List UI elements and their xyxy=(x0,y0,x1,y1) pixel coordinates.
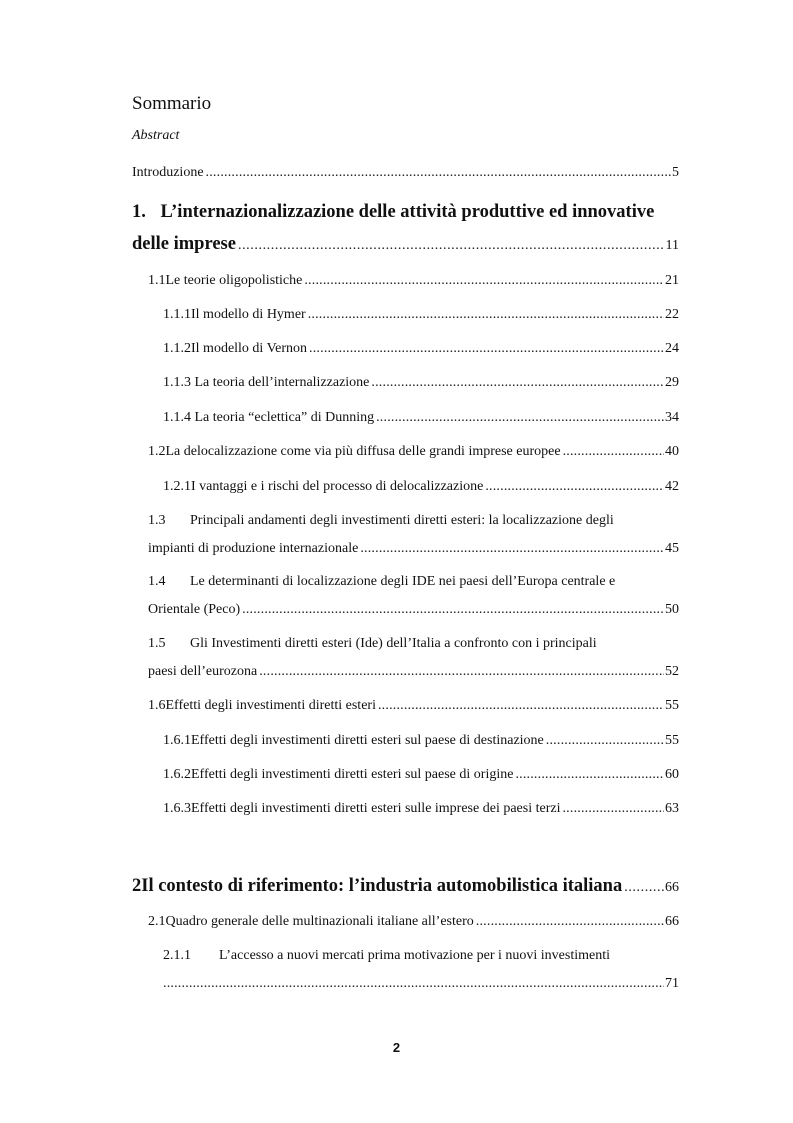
toc-page: 24 xyxy=(665,341,679,356)
toc-title: Il modello di Vernon xyxy=(191,341,308,356)
toc-entry-1-5-line2[interactable] xyxy=(148,664,679,680)
toc-page: 5 xyxy=(672,165,679,180)
toc-entry-1-4-line2[interactable] xyxy=(148,602,679,618)
dot-leader xyxy=(242,602,664,618)
toc-entry-chapter-1-line2[interactable] xyxy=(132,234,679,255)
toc-title: Principali andamenti degli investimenti diretti esteri: la localizzazione degli xyxy=(190,513,614,528)
toc-number: 1.1.2 xyxy=(163,341,191,356)
toc-entry-1-5-line1[interactable] xyxy=(148,636,597,652)
toc-entry-2-1-1-line2[interactable] xyxy=(163,976,679,992)
toc-title: Il contesto di riferimento: l’industria automobilistica italiana xyxy=(141,876,623,896)
dot-leader xyxy=(371,375,664,391)
toc-title: L’accesso a nuovi mercati prima motivazione per i nuovi investimenti xyxy=(219,948,610,963)
toc-page: 66 xyxy=(665,914,679,929)
dot-leader xyxy=(163,976,664,992)
toc-title: Le teorie oligopolistiche xyxy=(165,273,303,288)
dot-leader xyxy=(238,238,665,254)
toc-title: Gli Investimenti diretti esteri (Ide) dell’Italia a confronto con i principali xyxy=(190,636,597,651)
toc-page: 52 xyxy=(665,664,679,679)
toc-entry-1-1-1[interactable] xyxy=(163,307,679,323)
toc-entry-1-6-3[interactable] xyxy=(163,801,679,817)
toc-entry-1-3-line1[interactable] xyxy=(148,513,614,529)
dot-leader xyxy=(304,273,664,289)
dot-leader xyxy=(515,767,664,783)
dot-leader xyxy=(563,444,664,460)
toc-page: 29 xyxy=(665,375,679,390)
toc-page: 66 xyxy=(665,880,679,895)
toc-title: Introduzione xyxy=(132,165,204,180)
dot-leader xyxy=(376,410,664,426)
toc-title: Il modello di Hymer xyxy=(191,307,306,322)
dot-leader xyxy=(259,664,664,680)
toc-page: 55 xyxy=(665,698,679,713)
toc-title: 1.1.4 La teoria “eclettica” di Dunning xyxy=(163,410,375,425)
toc-page: 21 xyxy=(665,273,679,288)
dot-leader xyxy=(309,341,664,357)
toc-entry-1-2[interactable] xyxy=(148,444,679,460)
toc-title: La delocalizzazione come via più diffusa delle grandi imprese europee xyxy=(165,444,561,459)
dot-leader xyxy=(562,801,664,817)
toc-number: 1.1.1 xyxy=(163,307,191,322)
toc-title: Effetti degli investimenti diretti esteri sul paese di destinazione xyxy=(191,733,544,748)
toc-entry-1-1-4[interactable] xyxy=(163,410,679,426)
toc-entry-2-1[interactable] xyxy=(148,914,679,930)
dot-leader xyxy=(378,698,664,714)
toc-entry-introduzione[interactable] xyxy=(132,165,679,181)
toc-number: 1.2.1 xyxy=(163,479,191,494)
toc-number: 1.3 xyxy=(148,513,166,528)
dot-leader xyxy=(546,733,664,749)
toc-number: 2 xyxy=(132,876,142,896)
toc-entry-1-3-line2[interactable] xyxy=(148,541,679,557)
dot-leader xyxy=(485,479,664,495)
toc-title: Le determinanti di localizzazione degli IDE nei paesi dell’Europa centrale e xyxy=(190,574,616,589)
toc-entry-chapter-1-line1[interactable] xyxy=(132,202,654,223)
toc-entry-2-1-1-line1[interactable] xyxy=(163,948,610,964)
toc-page: 50 xyxy=(665,602,679,617)
toc-title-cont: delle imprese xyxy=(132,234,236,254)
toc-title: Effetti degli investimenti diretti esteri sulle imprese dei paesi terzi xyxy=(191,801,561,816)
toc-title: 1.1.3 La teoria dell’internalizzazione xyxy=(163,375,370,390)
abstract-entry: Abstract xyxy=(132,128,180,143)
toc-page: 34 xyxy=(665,410,679,425)
toc-page: 11 xyxy=(665,238,679,253)
dot-leader xyxy=(206,165,671,181)
toc-title: Quadro generale delle multinazionali italiane all’estero xyxy=(165,914,474,929)
toc-page: 71 xyxy=(665,976,679,991)
page-number: 2 xyxy=(392,1040,401,1055)
toc-page: 60 xyxy=(665,767,679,782)
toc-number: 1.1 xyxy=(148,273,166,288)
toc-entry-1-6-1[interactable] xyxy=(163,733,679,749)
toc-title: L’internazionalizzazione delle attività produttive ed innovative xyxy=(160,202,655,222)
toc-number: 1.6 xyxy=(148,698,166,713)
toc-title-cont: impianti di produzione internazionale xyxy=(148,541,359,556)
toc-entry-1-6-2[interactable] xyxy=(163,767,679,783)
toc-page: 55 xyxy=(665,733,679,748)
toc-page: 42 xyxy=(665,479,679,494)
toc-entry-1-1-2[interactable] xyxy=(163,341,679,357)
toc-entry-1-1-3[interactable] xyxy=(163,375,679,391)
dot-leader xyxy=(476,914,664,930)
toc-number: 1.4 xyxy=(148,574,166,589)
toc-title: Effetti degli investimenti diretti esteri xyxy=(165,698,376,713)
toc-page: 22 xyxy=(665,307,679,322)
toc-number: 2.1 xyxy=(148,914,166,929)
dot-leader xyxy=(360,541,664,557)
toc-title-cont: Orientale (Peco) xyxy=(148,602,241,617)
toc-number: 1.5 xyxy=(148,636,166,651)
toc-title-cont: paesi dell’eurozona xyxy=(148,664,258,679)
toc-number: 2.1.1 xyxy=(163,948,191,963)
toc-entry-chapter-2[interactable] xyxy=(132,876,679,897)
dot-leader xyxy=(624,880,664,896)
dot-leader xyxy=(308,307,664,323)
toc-number: 1.6.1 xyxy=(163,733,191,748)
toc-number: 1.2 xyxy=(148,444,166,459)
toc-entry-1-2-1[interactable] xyxy=(163,479,679,495)
toc-entry-1-1[interactable] xyxy=(148,273,679,289)
toc-page: 45 xyxy=(665,541,679,556)
toc-page: 40 xyxy=(665,444,679,459)
toc-entry-1-4-line1[interactable] xyxy=(148,574,615,590)
toc-title: I vantaggi e i rischi del processo di delocalizzazione xyxy=(191,479,484,494)
toc-entry-1-6[interactable] xyxy=(148,698,679,714)
toc-page: 63 xyxy=(665,801,679,816)
toc-heading: Sommario xyxy=(132,93,212,114)
toc-number: 1. xyxy=(132,202,146,222)
toc-number: 1.6.3 xyxy=(163,801,191,816)
toc-number: 1.6.2 xyxy=(163,767,191,782)
toc-title: Effetti degli investimenti diretti esteri sul paese di origine xyxy=(191,767,514,782)
